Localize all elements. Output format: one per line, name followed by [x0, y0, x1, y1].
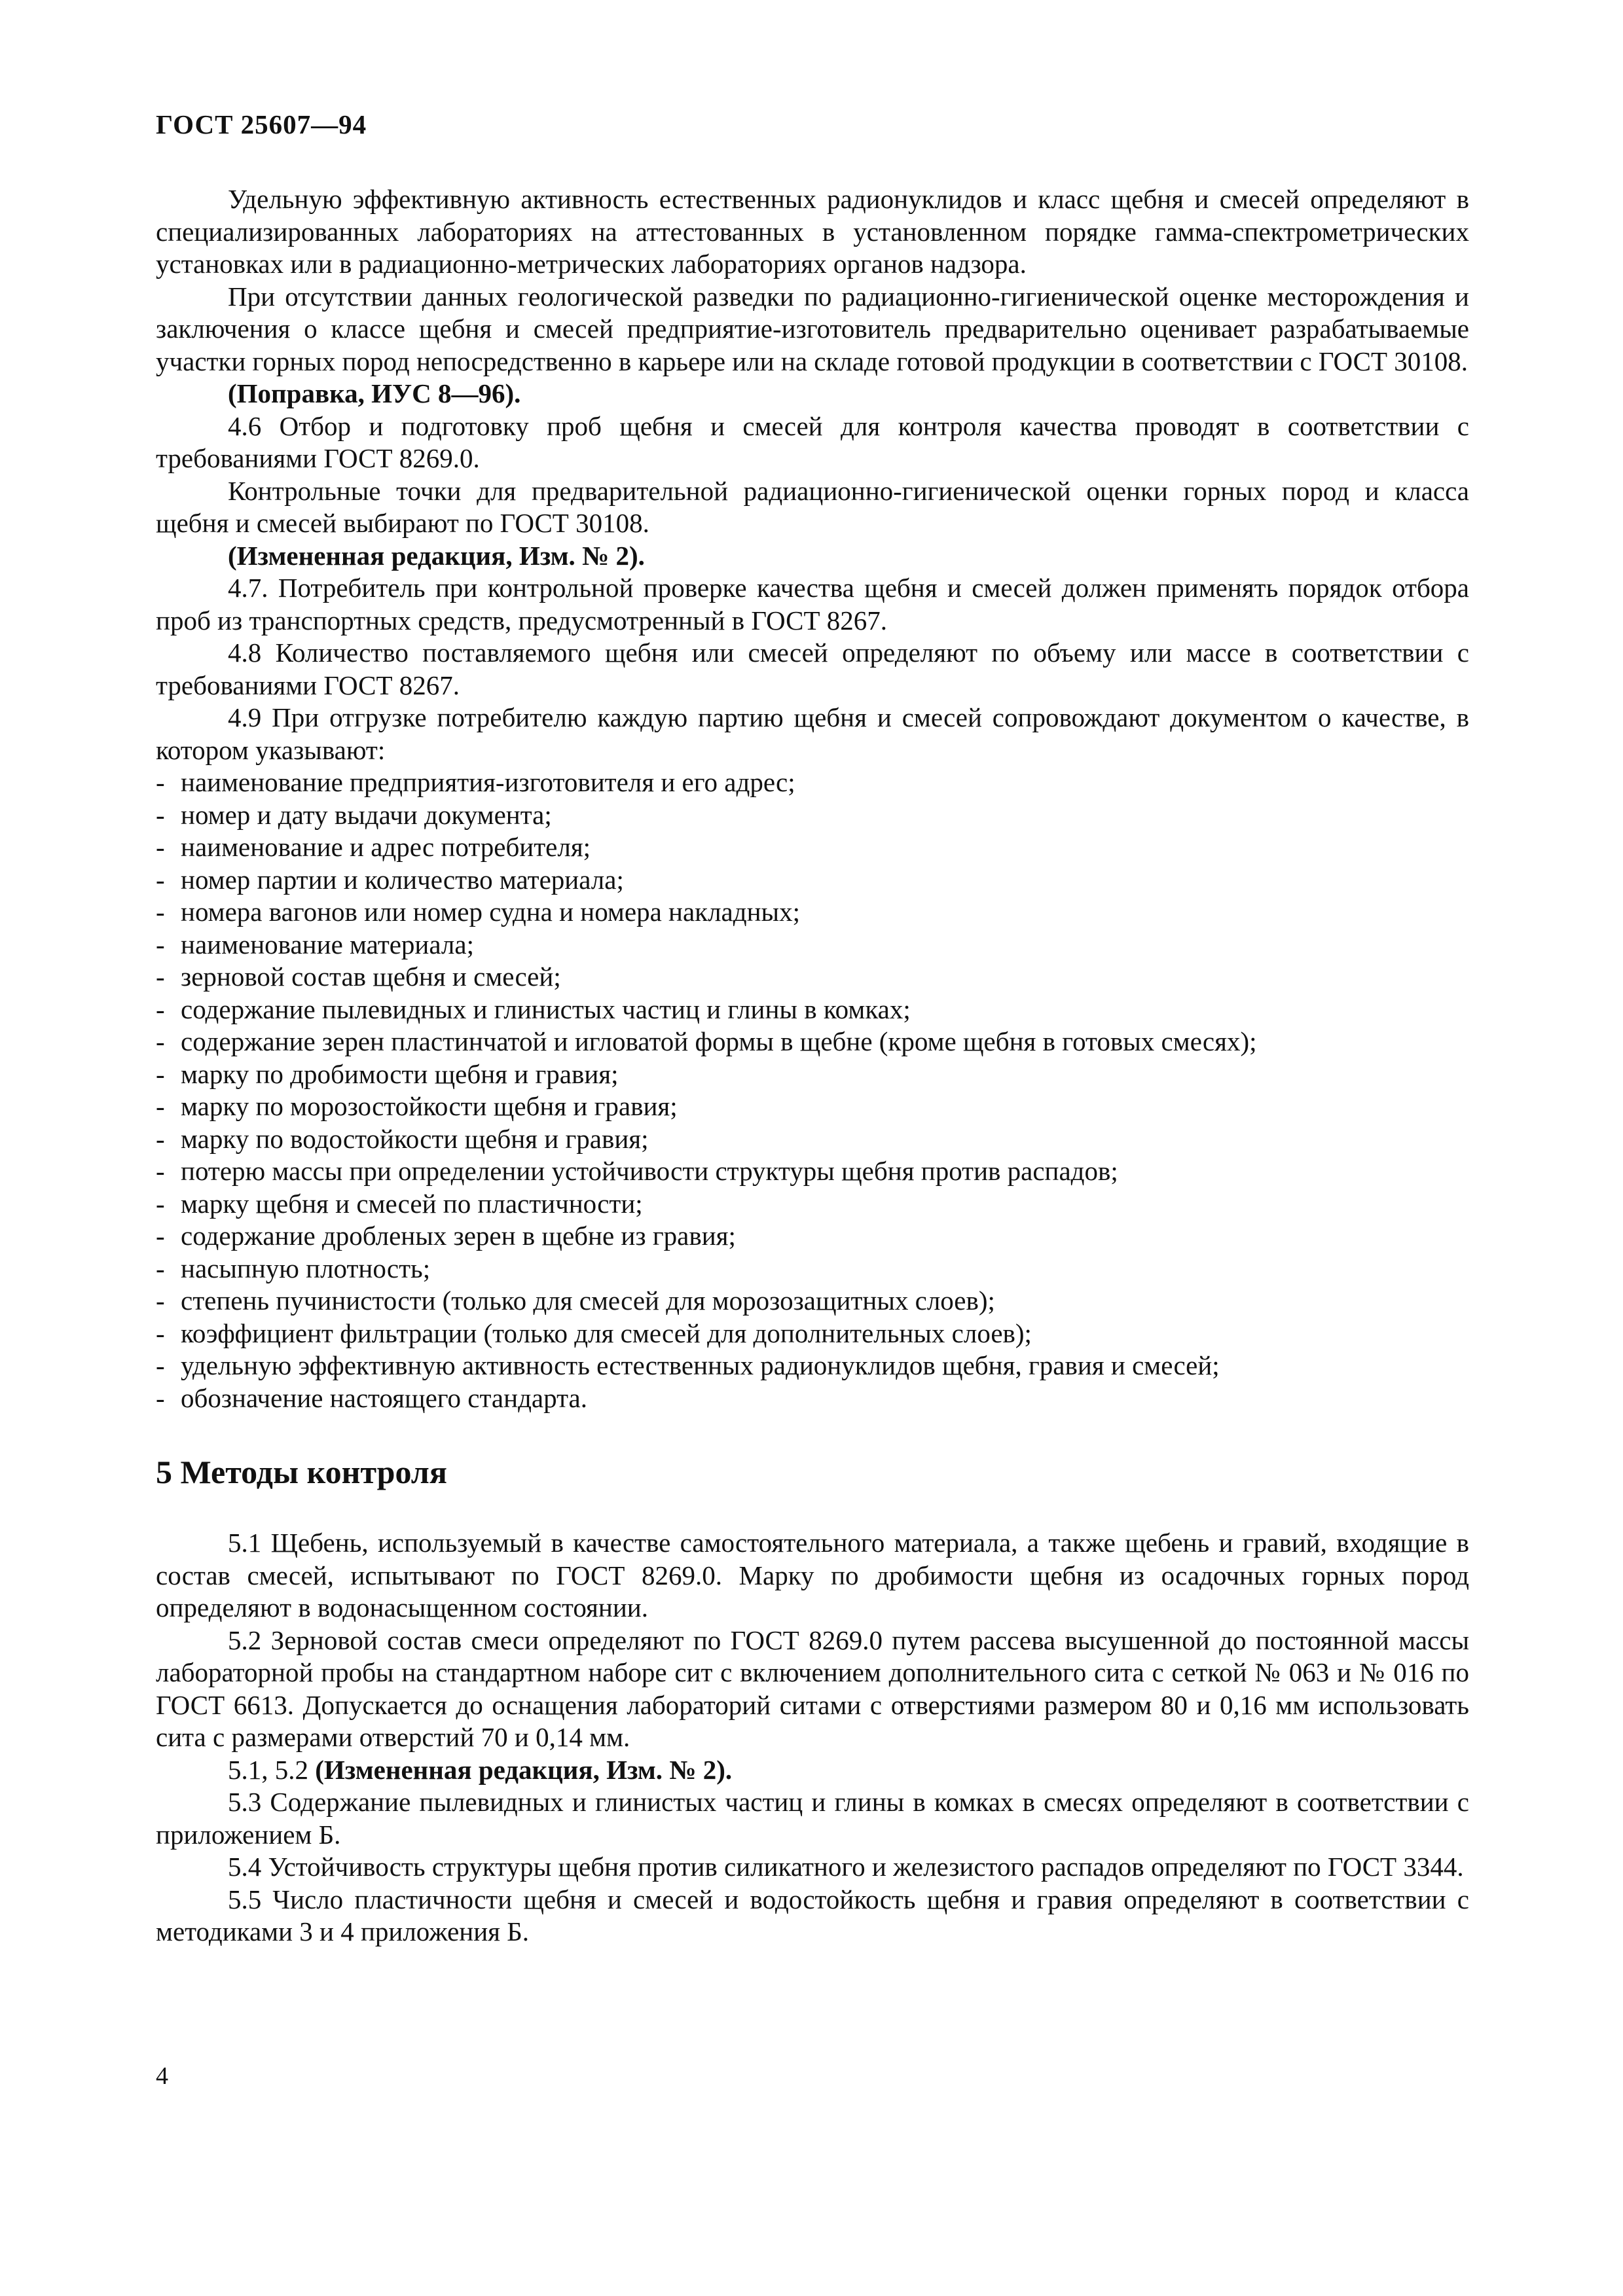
list-dash: - [156, 961, 165, 992]
list-item-text: насыпную плотность; [181, 1253, 431, 1283]
paragraph: 5.3 Содержание пылевидных и глинистых частиц и глины в комках в смесях определяют в соответствии с приложением Б. [156, 1787, 1469, 1850]
amendment-clauses: 5.1, 5.2 [228, 1754, 316, 1785]
list-dash: - [156, 1091, 165, 1121]
list-item [156, 1090, 1469, 1123]
list-dash: - [156, 1156, 165, 1186]
list-item [156, 994, 1469, 1026]
list-item-text: номер и дату выдачи документа; [181, 799, 552, 830]
list-item-text: наименование и адрес потребителя; [181, 832, 591, 862]
paragraph: Удельную эффективную активность естественных радионуклидов и класс щебня и смесей определяют в специализированных лабораториях на аттестованных в установленном порядке гамма-спектрометрических установках или в радиационно-метрических лабораториях органов надзора. [156, 184, 1469, 279]
list-dash: - [156, 1382, 165, 1413]
list-item-text: марку щебня и смесей по пластичности; [181, 1188, 643, 1219]
paragraph: 5.2 Зерновой состав смеси определяют по ГОСТ 8269.0 путем рассева высушенной до постоянной массы лабораторной пробы на стандартном наборе сит с включением дополнительного сита с сеткой № 063 и № 016 по ГОСТ 6613. Допускается до оснащения лабораторий ситами с отверстиями размером 80 и 0,16 мм использовать сита с размерами отверстий 70 и 0,14 мм. [156, 1624, 1469, 1752]
list-dash: - [156, 1285, 165, 1316]
list-item-text: удельную эффективную активность естественных радионуклидов щебня, гравия и смесей; [181, 1350, 1220, 1380]
list-item [156, 1188, 1469, 1221]
list-item [156, 1026, 1469, 1058]
list-dash: - [156, 1318, 165, 1348]
list-item-text: марку по водостойкости щебня и гравия; [181, 1123, 649, 1154]
running-header: ГОСТ 25607—94 [156, 109, 367, 139]
list-dash: - [156, 1026, 165, 1056]
list-dash: - [156, 994, 165, 1024]
amendment-note [156, 1754, 1469, 1787]
paragraph: Контрольные точки для предварительной радиационно-гигиенической оценки горных пород и класса щебня и смесей выбирают по ГОСТ 30108. [156, 475, 1469, 538]
list-dash: - [156, 1221, 165, 1251]
amendment-note: (Поправка, ИУС 8—96). [228, 378, 521, 408]
paragraph: 4.7. Потребитель при контрольной проверке качества щебня и смесей должен применять порядок отбора проб из транспортных средств, предусмотренный в ГОСТ 8267. [156, 573, 1469, 636]
list-dash: - [156, 799, 165, 830]
list-dash: - [156, 864, 165, 895]
list-item [156, 1382, 1469, 1415]
paragraph: 4.9 При отгрузке потребителю каждую партию щебня и смесей сопровождают документом о качестве, в котором указывают: [156, 702, 1469, 765]
paragraph: 5.5 Число пластичности щебня и смесей и водостойкость щебня и гравия определяют в соответствии с методиками 3 и 4 приложения Б. [156, 1884, 1469, 1946]
list-item [156, 1123, 1469, 1156]
paragraph: 4.8 Количество поставляемого щебня или смесей определяют по объему или массе в соответствии с требованиями ГОСТ 8267. [156, 637, 1469, 700]
list-item [156, 896, 1469, 929]
list-item-text: потерю массы при определении устойчивости структуры щебня против распадов; [181, 1156, 1118, 1186]
list-item [156, 1058, 1469, 1091]
list-item-text: коэффициент фильтрации (только для смесей для дополнительных слоев); [181, 1318, 1032, 1348]
list-dash: - [156, 767, 165, 797]
paragraph: 4.6 Отбор и подготовку проб щебня и смесей для контроля качества проводят в соответствии с требованиями ГОСТ 8269.0. [156, 410, 1469, 473]
list-item [156, 1220, 1469, 1253]
list-dash: - [156, 1188, 165, 1219]
amendment-text: (Измененная редакция, Изм. № 2). [315, 1754, 733, 1785]
list-dash: - [156, 929, 165, 960]
list-item [156, 1285, 1469, 1318]
list-dash: - [156, 1058, 165, 1089]
page-number: 4 [156, 2062, 168, 2090]
list-dash: - [156, 1350, 165, 1380]
list-dash: - [156, 897, 165, 927]
amendment-note: (Измененная редакция, Изм. № 2). [228, 540, 645, 571]
list-dash: - [156, 832, 165, 862]
section-5-title: 5 Методы контроля [156, 1454, 447, 1490]
list-item-text: марку по дробимости щебня и гравия; [181, 1058, 619, 1089]
section-4-continuation [156, 183, 1469, 766]
paragraph: 5.4 Устойчивость структуры щебня против силикатного и железистого распадов определяют по ГОСТ 3344. [228, 1852, 1464, 1882]
list-item-text: степень пучинистости (только для смесей для морозозащитных слоев); [181, 1285, 995, 1316]
list-item-text: обозначение настоящего стандарта. [181, 1382, 587, 1413]
quality-document-list [156, 766, 1469, 1414]
list-item [156, 1318, 1469, 1350]
list-item [156, 831, 1469, 864]
paragraph: При отсутствии данных геологической разведки по радиационно-гигиенической оценке месторождения и заключения о классе щебня и смесей предприятие-изготовитель предварительно оценивает разрабатываемые участки горных пород непосредственно в карьере или на складе готовой продукции в соответствии с ГОСТ 30108. [156, 281, 1469, 376]
section-5-body [156, 1527, 1469, 1948]
list-item-text: номер партии и количество материала; [181, 864, 624, 895]
list-item-text: наименование материала; [181, 929, 474, 960]
list-item [156, 929, 1469, 961]
list-item [156, 1253, 1469, 1285]
list-dash: - [156, 1253, 165, 1283]
list-item [156, 799, 1469, 832]
list-item-text: номера вагонов или номер судна и номера накладных; [181, 897, 800, 927]
page-body [156, 183, 1469, 1948]
list-item [156, 766, 1469, 799]
paragraph: 5.1 Щебень, используемый в качестве самостоятельного материала, а также щебень и гравий, входящие в состав смесей, испытывают по ГОСТ 8269.0. Марку по дробимости щебня из осадочных горных пород определяют в водонасыщенном состоянии. [156, 1528, 1469, 1623]
list-item-text: марку по морозостойкости щебня и гравия; [181, 1091, 678, 1121]
list-item-text: содержание зерен пластинчатой и игловатой формы в щебне (кроме щебня в готовых смесях); [181, 1026, 1257, 1056]
list-item [156, 1350, 1469, 1382]
list-item-text: зерновой состав щебня и смесей; [181, 961, 561, 992]
list-item [156, 864, 1469, 897]
list-item [156, 961, 1469, 994]
list-item [156, 1155, 1469, 1188]
list-item-text: содержание дробленых зерен в щебне из гравия; [181, 1221, 736, 1251]
list-item-text: наименование предприятия-изготовителя и его адрес; [181, 767, 795, 797]
list-item-text: содержание пылевидных и глинистых частиц и глины в комках; [181, 994, 911, 1024]
list-dash: - [156, 1123, 165, 1154]
